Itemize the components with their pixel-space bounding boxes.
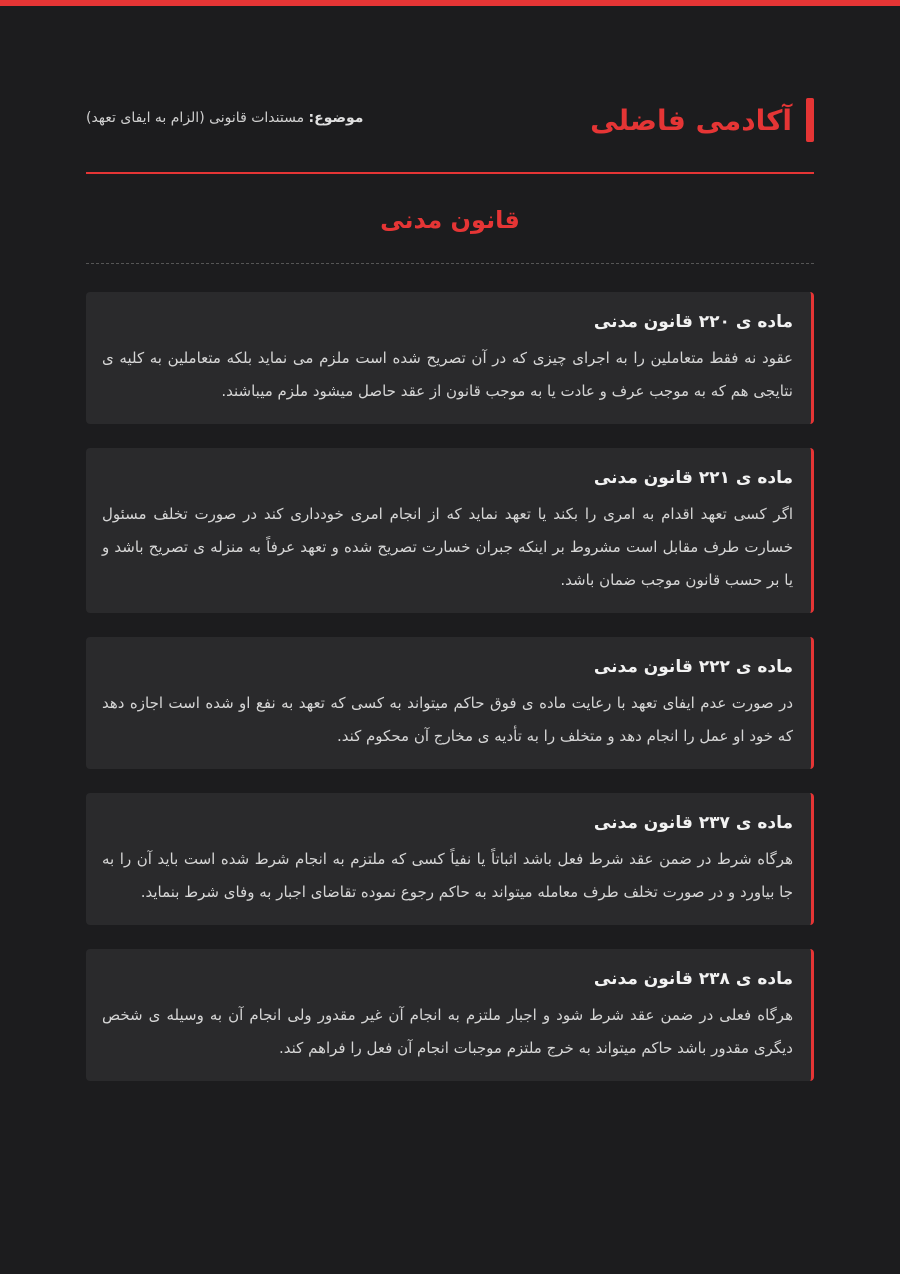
article-card	[86, 292, 814, 424]
article-title: ماده ی ۲۳۷ قانون مدنی	[593, 813, 793, 833]
article-body: در صورت عدم ایفای تعهد با رعایت ماده ی فوق حاکم میتواند به کسی که تعهد به نفع او شده است اجازه دهد که خود او عمل را انجام دهد و متخلف را به تأدیه ی مخارج آن محکوم کند.	[102, 694, 793, 745]
article-body: اگر کسی تعهد اقدام به امری را بکند یا تعهد نماید که از انجام امری خودداری کند در صورت تخلف مسئول خسارت طرف مقابل است مشروط بر اینکه جبران خسارت تصریح شده و تعهد عرفاً به منزله ی تصریح باشد و یا بر حسب قانون موجب ضمان باشد.	[102, 505, 793, 589]
header-divider	[86, 172, 814, 174]
brand	[590, 98, 814, 142]
brand-accent-bar	[806, 98, 814, 142]
article-body: عقود نه فقط متعاملین را به اجرای چیزی که در آن تصریح شده است ملزم می نماید بلکه متعاملین به کلیه ی نتایجی هم که به موجب عرف و عادت یا به موجب قانون از عقد حاصل میشود ملزم میباشند.	[102, 349, 793, 400]
articles-list	[86, 292, 814, 1105]
article-card	[86, 448, 814, 613]
subject-value: مستندات قانونی (الزام به ایفای تعهد)	[86, 110, 305, 126]
article-card	[86, 793, 814, 925]
subject-label: موضوع:	[308, 110, 364, 126]
article-body: هرگاه شرط در ضمن عقد شرط فعل باشد اثباتاً یا نفیاً کسی که ملتزم به انجام شرط شده است باید آن را به جا بیاورد و در صورت تخلف طرف معامله میتواند به حاکم رجوع نموده تقاضای اجبار به وفای شرط بنماید.	[102, 850, 793, 901]
section-divider	[86, 263, 814, 264]
article-title: ماده ی ۲۲۰ قانون مدنی	[593, 312, 793, 332]
document-subject	[86, 110, 363, 126]
section-title: قانون مدنی	[380, 206, 520, 234]
article-card	[86, 637, 814, 769]
brand-title: آکادمی فاضلی	[590, 103, 792, 137]
article-card	[86, 949, 814, 1081]
top-accent-bar	[0, 0, 900, 6]
article-title: ماده ی ۲۲۱ قانون مدنی	[593, 468, 793, 488]
article-title: ماده ی ۲۳۸ قانون مدنی	[593, 969, 793, 989]
article-body: هرگاه فعلی در ضمن عقد شرط شود و اجبار ملتزم به انجام آن غیر مقدور ولی انجام آن به وسیله ی شخص دیگری مقدور باشد حاکم میتواند به خرج ملتزم موجبات انجام آن فعل را فراهم کند.	[102, 1006, 793, 1057]
page-header	[86, 96, 814, 144]
article-title: ماده ی ۲۲۲ قانون مدنی	[593, 657, 793, 677]
